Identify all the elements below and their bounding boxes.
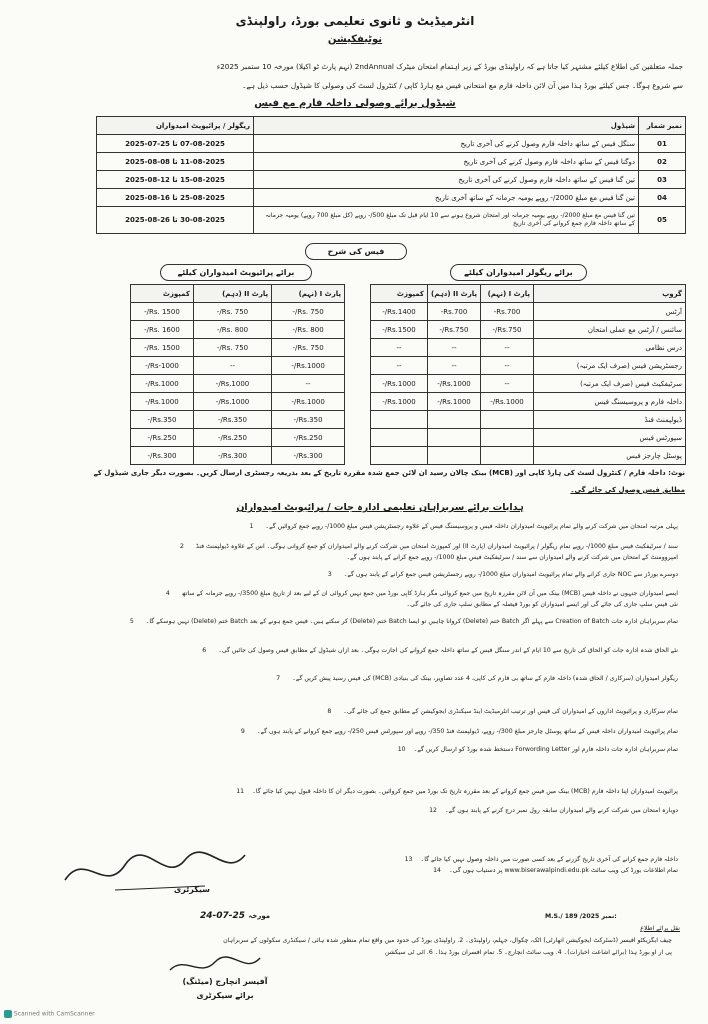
table-row — [97, 153, 686, 171]
fee-cell: -- — [481, 339, 534, 357]
row-description: تین گنا فیس مع مبلغ 2000/- روپے یومیہ جرمانہ اور امتحان شروع ہونے سے 10 ایام قبل تک مبلغ 500/- روپے (کل مبلغ 700 روپے) یومیہ جرمانہ کے ساتھ داخلہ فارم جمع کروانے کی آخری تاریخ — [254, 207, 639, 234]
fee-cell — [481, 429, 534, 447]
instruction-text: نئے الحاق شدہ ادارہ جات کو الحاق کی تاریخ سے 10 ایام کے اندر سنگل فیس کے ساتھ داخلہ جمع کروانے کی اجازت ہوگی۔ بعد ازاں شیڈول کے مطابق فیس وصول کی جائیں گی۔ — [218, 647, 678, 654]
date-value: 24-07-25 — [200, 911, 246, 921]
instruction-number: 11 — [236, 788, 245, 795]
copy-to-line: چیف ایگزیکٹو آفیسر (ڈسٹرکٹ ایجوکیشن اتھارٹی) اٹک، چکوال، جہلم، راولپنڈی۔ 2. راولپنڈی بورڈ کی حدود میں واقع تمام منظور شدہ ہائی / سیکنڈری سکولوں کے سربراہان — [223, 937, 672, 944]
instruction-text: امپروومنٹ کے امتحان میں شرکت کرنے والے امیدواران سے سند / سرٹیفکیٹ فیس مبلغ 1000/- روپے جمع کرانے کے پابند ہوں گے۔ — [346, 554, 678, 561]
fee-cell: Rs. 750/- — [193, 339, 271, 357]
reference-number — [545, 913, 617, 920]
instruction-number: 1 — [249, 523, 254, 530]
row-dates: 15-08-2025 تا 12-08-2025 — [97, 171, 254, 189]
fee-cell: -- — [481, 357, 534, 375]
instruction-text: سند / سرٹیفکیٹ فیس مبلغ 1000/- روپے تمام ریگولر / پرائیویٹ امیدواران (پارٹ II) اور کمپوزٹ امتحان میں شرکت کرنے والے امیدواران کو جمع کروانی ہوگی۔ اس کے علاوہ ڈیولپمنٹ فنڈ — [195, 543, 678, 550]
fee-cell: Rs. 800/- — [272, 321, 345, 339]
scanner-watermark — [4, 1010, 95, 1018]
row-number: 03 — [639, 171, 686, 189]
fee-cell: Rs.1500/- — [371, 321, 428, 339]
group-cell: سرٹیفکیٹ فیس (صرف ایک مرتبہ) — [534, 375, 686, 393]
fee-cell: Rs.1000/- — [193, 375, 271, 393]
instruction-text: ایسے امیدواران جنہوں نے داخلہ فیس (MCB) بینک میں آن لائن مقررہ تاریخ میں جمع کروائی مگر ہارڈ کاپی بورڈ میں جمع نہیں کروائی ان کے لیے بعد از تاریخ مبلغ 3500/- روپے جرمانہ کے ساتھ — [181, 590, 678, 597]
fee-cell: Rs. 1600/- — [131, 321, 194, 339]
instruction-item — [88, 600, 678, 609]
group-cell: درس نظامی — [534, 339, 686, 357]
fee-cell: Rs. 1500/- — [131, 339, 194, 357]
note-text: نوٹ: داخلہ فارم / کنٹرول لسٹ کی ہارڈ کاپی اور (MCB) بینک چالان رسید آن لائن جمع شدہ مقررہ تاریخ کے بعد بذریعہ رجسٹری ارسال کریں۔ بصورت دیگر جاری شیڈول کے — [93, 469, 685, 477]
intro-text: سے شروع ہوگا۔ جس کیلئے بورڈ ہذا میں آن لائن داخلہ فارم مع امتحانی فیس مع ہارڈ کاپی / کنٹرول لسٹ کی وصولی کا شیڈول حسب ذیل ہے۔ — [242, 81, 683, 90]
table-row — [371, 375, 686, 393]
table-row — [131, 357, 345, 375]
instruction-text: نئی فیس سلپ جاری کی جائے گی اور ایسے امیدواران کو بورڈ فیصلہ کے مطابق سلپ جاری کی جائے گی۔ — [406, 601, 678, 608]
fee-cell: Rs.1000/- — [428, 393, 481, 411]
schedule-heading: شیڈول برائے وصولی داخلہ فارم مع فیس — [254, 98, 456, 109]
instruction-number: 7 — [276, 675, 281, 682]
table-row — [131, 429, 345, 447]
fee-cell: Rs.1000/- — [131, 393, 194, 411]
fee-cell: -- — [371, 357, 428, 375]
instruction-number: 10 — [397, 746, 406, 753]
row-number: 05 — [639, 207, 686, 234]
table-row — [131, 411, 345, 429]
instruction-number: 6 — [202, 647, 207, 654]
row-description: دوگنا فیس کے ساتھ داخلہ فارم وصول کرنے کی آخری تاریخ — [254, 153, 639, 171]
fee-cell: Rs. 750/- — [272, 339, 345, 357]
row-number: 04 — [639, 189, 686, 207]
fees-heading: فیس کی شرح — [305, 243, 407, 260]
fee-cell — [371, 447, 428, 465]
fee-cell: Rs. 1500/- — [131, 303, 194, 321]
intro-text: جملہ متعلقین کی اطلاع کیلئے مشتہر کیا جاتا ہے کہ راولپنڈی بورڈ کے زیر اہتمام امتحان میٹرک 2ndAnnual (نہم پارٹ ٹو اکیلا) مورخہ 10 ستمبر 2025ء — [216, 62, 683, 71]
fee-cell: -- — [193, 357, 271, 375]
row-description: تین گنا فیس کے ساتھ داخلہ فارم وصول کرنے کی آخری تاریخ — [254, 171, 639, 189]
instruction-item — [88, 570, 678, 579]
instruction-item — [88, 787, 678, 796]
row-description: تین گنا فیس مع مبلغ 2000/- روپے یومیہ جرمانہ کے ساتھ آخری تاریخ — [254, 189, 639, 207]
table-header-row — [371, 285, 686, 303]
fee-cell: Rs.1000/- — [193, 393, 271, 411]
column-header: کمپوزٹ — [371, 285, 428, 303]
table-row — [131, 303, 345, 321]
instruction-text: تمام اطلاعات بورڈ کی ویب سائٹ www.biserawalpindi.edu.pk پر دستیاب ہوں گی۔ — [449, 867, 678, 874]
column-header: شیڈول — [254, 117, 639, 135]
fee-cell — [371, 411, 428, 429]
note-text: مطابق فیس وصول کی جائے گی۔ — [570, 486, 685, 494]
row-dates: 25-08-2025 تا 16-08-2025 — [97, 189, 254, 207]
instruction-item — [88, 727, 678, 736]
instruction-number: 2 — [179, 543, 184, 550]
fee-cell — [371, 429, 428, 447]
fee-cell: Rs.350/- — [272, 411, 345, 429]
table-row — [371, 393, 686, 411]
fee-cell: Rs.1000/- — [481, 393, 534, 411]
table-row — [371, 357, 686, 375]
row-dates: 07-08-2025 تا 25-07-2025 — [97, 135, 254, 153]
schedule-table — [96, 116, 686, 234]
fee-cell: -- — [428, 339, 481, 357]
instruction-item — [88, 553, 678, 562]
reference-value: M.S./ 189 /2025 — [545, 913, 600, 920]
fee-cell: Rs.700- — [428, 303, 481, 321]
fee-cell: -- — [481, 375, 534, 393]
fee-cell: Rs.250/- — [272, 429, 345, 447]
row-number: 01 — [639, 135, 686, 153]
scanner-text: Scanned with CamScanner — [13, 1010, 95, 1018]
fee-cell: Rs. 750/- — [193, 303, 271, 321]
fee-cell — [428, 447, 481, 465]
fee-cell: Rs.700- — [481, 303, 534, 321]
fee-cell: Rs.1000/- — [131, 375, 194, 393]
group-cell: رجسٹریشن فیس (صرف ایک مرتبہ) — [534, 357, 686, 375]
private-fees-title: برائے پرائیویٹ امیدواران کیلئے — [160, 264, 312, 281]
instruction-item — [88, 806, 678, 815]
instruction-item — [88, 522, 678, 531]
fee-cell: -- — [371, 339, 428, 357]
row-dates: 30-08-2025 تا 26-08-2025 — [97, 207, 254, 234]
table-row — [97, 171, 686, 189]
fee-cell: Rs. 750/- — [272, 303, 345, 321]
group-cell: سپورٹس فیس — [534, 429, 686, 447]
instruction-number: 5 — [129, 618, 134, 625]
row-description: سنگل فیس کے ساتھ داخلہ فارم وصول کرنے کی آخری تاریخ — [254, 135, 639, 153]
instruction-item — [88, 646, 678, 655]
page-subtitle: نوٹیفکیشن — [327, 34, 383, 45]
table-row — [97, 207, 686, 234]
instruction-item — [88, 542, 678, 551]
instruction-number: 13 — [404, 856, 413, 863]
column-header: کمپوزٹ — [131, 285, 194, 303]
fee-cell: -- — [428, 357, 481, 375]
table-row — [371, 411, 686, 429]
fee-cell: Rs.350/- — [131, 411, 194, 429]
date-label: مورخہ — [248, 912, 271, 920]
fee-cell: Rs.1000/- — [272, 357, 345, 375]
instruction-text: پہلی مرتبہ امتحان میں شرکت کرنے والے تمام پرائیویٹ امیدواران داخلہ فیس و پروسیسنگ فیس کے علاوہ رجسٹریشن فیس مبلغ 1000/- روپے جمع کروائیں گے۔ — [265, 523, 678, 530]
table-row — [97, 135, 686, 153]
table-row — [131, 339, 345, 357]
instruction-number: 14 — [433, 867, 441, 874]
table-row — [371, 339, 686, 357]
fee-cell: Rs.1400/- — [371, 303, 428, 321]
table-header-row — [97, 117, 686, 135]
camscanner-icon — [4, 1010, 12, 1018]
column-header: گروپ — [534, 285, 686, 303]
column-header: نمبر شمار — [639, 117, 686, 135]
table-header-row — [131, 285, 345, 303]
copy-to-label: نقل برائے اطلاع — [640, 925, 680, 932]
instructions-heading: ہدایات برائے سربراہان تعلیمی ادارہ جات / پرائیویٹ امیدواران — [236, 502, 524, 513]
instruction-text: ریگولر امیدواران (سرکاری / الحاق شدہ) داخلہ فارم کے ساتھ بی فارم کی کاپی، 4 عدد تصاویر، بینک کی بنیادی (MCB) کی فیس رسید پیش کریں گے۔ — [292, 675, 678, 682]
instruction-text: تمام سربراہان ادارہ جات Creation of Batch سے پہلے اگر Batch ختم (Delete) کروانا چاہیں تو ایسا Batch ختم (Delete) کر سکتے ہیں۔ فیس جمع ہونے کے بعد Batch ختم (Delete) نہیں ہوسکے گا۔ — [145, 618, 678, 625]
instruction-number: 12 — [429, 807, 437, 814]
instruction-text: تمام پرائیویٹ امیدواران داخلہ فیس کے ساتھ پوسٹل چارجز مبلغ 300/- روپے، ڈیولپمنٹ فنڈ 350/- روپے اور سپورٹس فیس 250/- روپے جمع کروانے کے پابند ہوں گے۔ — [256, 728, 678, 735]
table-row — [371, 303, 686, 321]
table-row — [371, 447, 686, 465]
fee-cell: Rs.250/- — [193, 429, 271, 447]
regular-fees-title: برائے ریگولر امیدواران کیلئے — [450, 264, 587, 281]
copy-to-line: پی آر او بورڈ ہذا (برائے اشاعت اخبارات)۔ 4. ویب سائٹ انچارج۔ 5. تمام افسران بورڈ ہذا۔ 6. آئی ٹی سیکشن — [384, 949, 672, 956]
row-number: 02 — [639, 153, 686, 171]
fee-cell: Rs.1000/- — [371, 393, 428, 411]
fee-cell: Rs.350/- — [193, 411, 271, 429]
group-cell: داخلہ فارم و پروسیسنگ فیس — [534, 393, 686, 411]
table-row — [97, 189, 686, 207]
instruction-number: 3 — [327, 571, 332, 578]
fee-cell — [428, 429, 481, 447]
fee-cell: Rs.1000/- — [272, 393, 345, 411]
fee-cell — [481, 411, 534, 429]
reference-label: نمبر: — [601, 913, 617, 920]
instruction-item — [88, 617, 678, 626]
instruction-text: دوسرے بورڈز سے NOC جاری کرانے والے تمام پرائیویٹ امیدواران مبلغ 1000/- روپے رجسٹریشن فیس جمع کرانے کے پابند ہوں گے۔ — [343, 571, 678, 578]
table-row — [131, 321, 345, 339]
row-dates: 11-08-2025 تا 08-08-2025 — [97, 153, 254, 171]
instruction-text: تمام سرکاری و پرائیویٹ اداروں کے امیدواران کی فیس اور ترتیب انٹرمیڈیٹ اینڈ سیکنڈری ایجوکیشن کے مطابق جمع کی جائے گی۔ — [343, 708, 678, 715]
column-header: ریگولر / پرائیویٹ امیدواران — [97, 117, 254, 135]
table-row — [371, 321, 686, 339]
fee-cell: Rs.750/- — [481, 321, 534, 339]
instruction-text: دوبارہ امتحان میں شرکت کرنے والے امیدواران سابقہ رول نمبر درج کرنے کے پابند ہوں گے۔ — [445, 807, 678, 814]
instruction-item — [88, 589, 678, 598]
instruction-text: پرائیویٹ امیدواران اپنا داخلہ فارم (MCB) بینک میں فیس جمع کروانے کے بعد مقررہ تاریخ تک بورڈ میں جمع کروائیں۔ بصورت دیگر ان کا داخلہ قبول نہیں کیا جائے گا۔ — [252, 788, 678, 795]
fee-cell: Rs.1000/- — [371, 375, 428, 393]
fee-cell: Rs.750/- — [428, 321, 481, 339]
signature-title: سیکرٹری — [173, 885, 210, 894]
instruction-item — [88, 707, 678, 716]
fee-cell: Rs.300/- — [131, 447, 194, 465]
group-cell: سائنس / آرٹس مع عملی امتحان — [534, 321, 686, 339]
fee-cell: Rs.300/- — [272, 447, 345, 465]
regular-fees-table — [370, 284, 686, 465]
group-cell: پوسٹل چارجز فیس — [534, 447, 686, 465]
officer-title: برائے سیکرٹری — [196, 991, 254, 1000]
fee-cell — [481, 447, 534, 465]
officer-title: آفیسر انچارج (میٹنگ) — [182, 977, 268, 986]
table-row — [131, 447, 345, 465]
fee-cell — [428, 411, 481, 429]
fee-cell: Rs. 800/- — [193, 321, 271, 339]
group-cell: ڈیولپمنٹ فنڈ — [534, 411, 686, 429]
column-header: پارٹ II (دہم) — [428, 285, 481, 303]
instruction-text: داخلہ فارم جمع کرانے کی آخری تاریخ گزرنے کے بعد کسی صورت میں داخلہ وصول نہیں کیا جائے گا۔ — [420, 856, 678, 863]
table-row — [131, 393, 345, 411]
instruction-number: 4 — [165, 590, 170, 597]
instruction-item — [88, 674, 678, 683]
officer-signature — [165, 950, 265, 980]
private-fees-table — [130, 284, 345, 465]
instruction-item — [88, 745, 678, 754]
column-header: پارٹ I (نہم) — [481, 285, 534, 303]
instruction-number: 9 — [240, 728, 245, 735]
fee-cell: Rs.250/- — [131, 429, 194, 447]
fee-cell: Rs.1000/- — [428, 375, 481, 393]
column-header: پارٹ II (دہم) — [193, 285, 271, 303]
fee-cell: Rs.300/- — [193, 447, 271, 465]
fee-cell: -- — [272, 375, 345, 393]
date-line — [200, 911, 270, 921]
group-cell: آرٹس — [534, 303, 686, 321]
fee-cell: Rs-1000/- — [131, 357, 194, 375]
instruction-text: تمام سربراہان ادارہ جات داخلہ فارم اور Forwording Letter دستخط شدہ بورڈ کو ارسال کریں گے۔ — [413, 746, 678, 753]
table-row — [131, 375, 345, 393]
column-header: پارٹ I (نہم) — [272, 285, 345, 303]
page-title: انٹرمیڈیٹ و ثانوی تعلیمی بورڈ، راولپنڈی — [235, 14, 475, 28]
table-row — [371, 429, 686, 447]
instruction-number: 8 — [327, 708, 332, 715]
